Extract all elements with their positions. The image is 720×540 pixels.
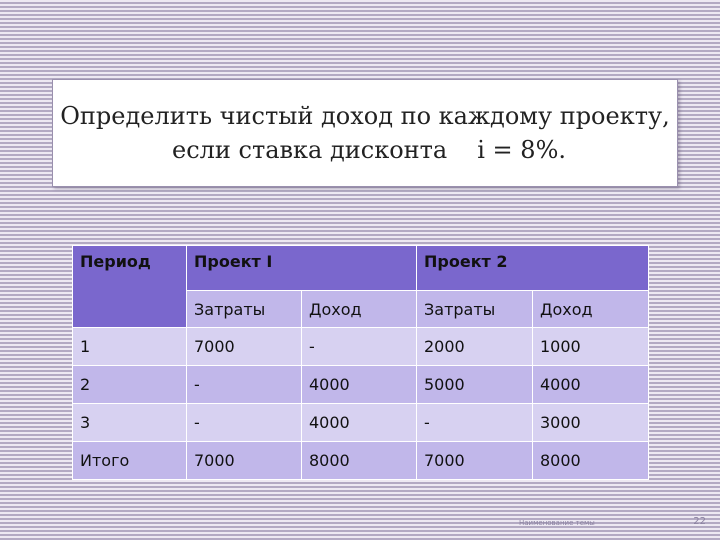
title-rate: i = 8%. bbox=[477, 136, 566, 164]
header-p1-income: Доход bbox=[302, 291, 417, 328]
header-p2-costs: Затраты bbox=[417, 291, 533, 328]
table-header-row-1 bbox=[73, 246, 649, 291]
cell-p2-income: 8000 bbox=[533, 442, 649, 480]
cell-p1-income: 4000 bbox=[302, 404, 417, 442]
cell-p2-costs: 5000 bbox=[417, 366, 533, 404]
cell-p1-costs: 7000 bbox=[187, 328, 302, 366]
header-p1-costs: Затраты bbox=[187, 291, 302, 328]
header-p2-income: Доход bbox=[533, 291, 649, 328]
cell-p2-income: 1000 bbox=[533, 328, 649, 366]
header-period: Период bbox=[73, 246, 187, 328]
cell-p1-costs: - bbox=[187, 404, 302, 442]
table-row bbox=[73, 404, 649, 442]
table-row bbox=[73, 328, 649, 366]
cell-period: 1 bbox=[73, 328, 187, 366]
table-row-total bbox=[73, 442, 649, 480]
title-line-2-text: если ставка дисконта bbox=[172, 136, 448, 164]
cell-p2-income: 3000 bbox=[533, 404, 649, 442]
cell-p2-costs: - bbox=[417, 404, 533, 442]
header-project-2: Проект 2 bbox=[417, 246, 649, 291]
cell-p1-income: - bbox=[302, 328, 417, 366]
cell-period: 3 bbox=[73, 404, 187, 442]
footer-topic: Наименование темы bbox=[519, 519, 595, 527]
cell-p1-costs: 7000 bbox=[187, 442, 302, 480]
table-row bbox=[73, 366, 649, 404]
cell-p2-costs: 2000 bbox=[417, 328, 533, 366]
cell-period: 2 bbox=[73, 366, 187, 404]
title-line-2 bbox=[164, 133, 566, 167]
cell-p1-income: 8000 bbox=[302, 442, 417, 480]
cell-p1-income: 4000 bbox=[302, 366, 417, 404]
data-table bbox=[72, 245, 649, 480]
title-line-1: Определить чистый доход по каждому проекту, bbox=[60, 102, 670, 130]
header-project-1: Проект I bbox=[187, 246, 417, 291]
title-box bbox=[52, 79, 678, 187]
cell-p1-costs: - bbox=[187, 366, 302, 404]
page-number: 22 bbox=[693, 516, 706, 527]
cell-period: Итого bbox=[73, 442, 187, 480]
cell-p2-income: 4000 bbox=[533, 366, 649, 404]
cell-p2-costs: 7000 bbox=[417, 442, 533, 480]
